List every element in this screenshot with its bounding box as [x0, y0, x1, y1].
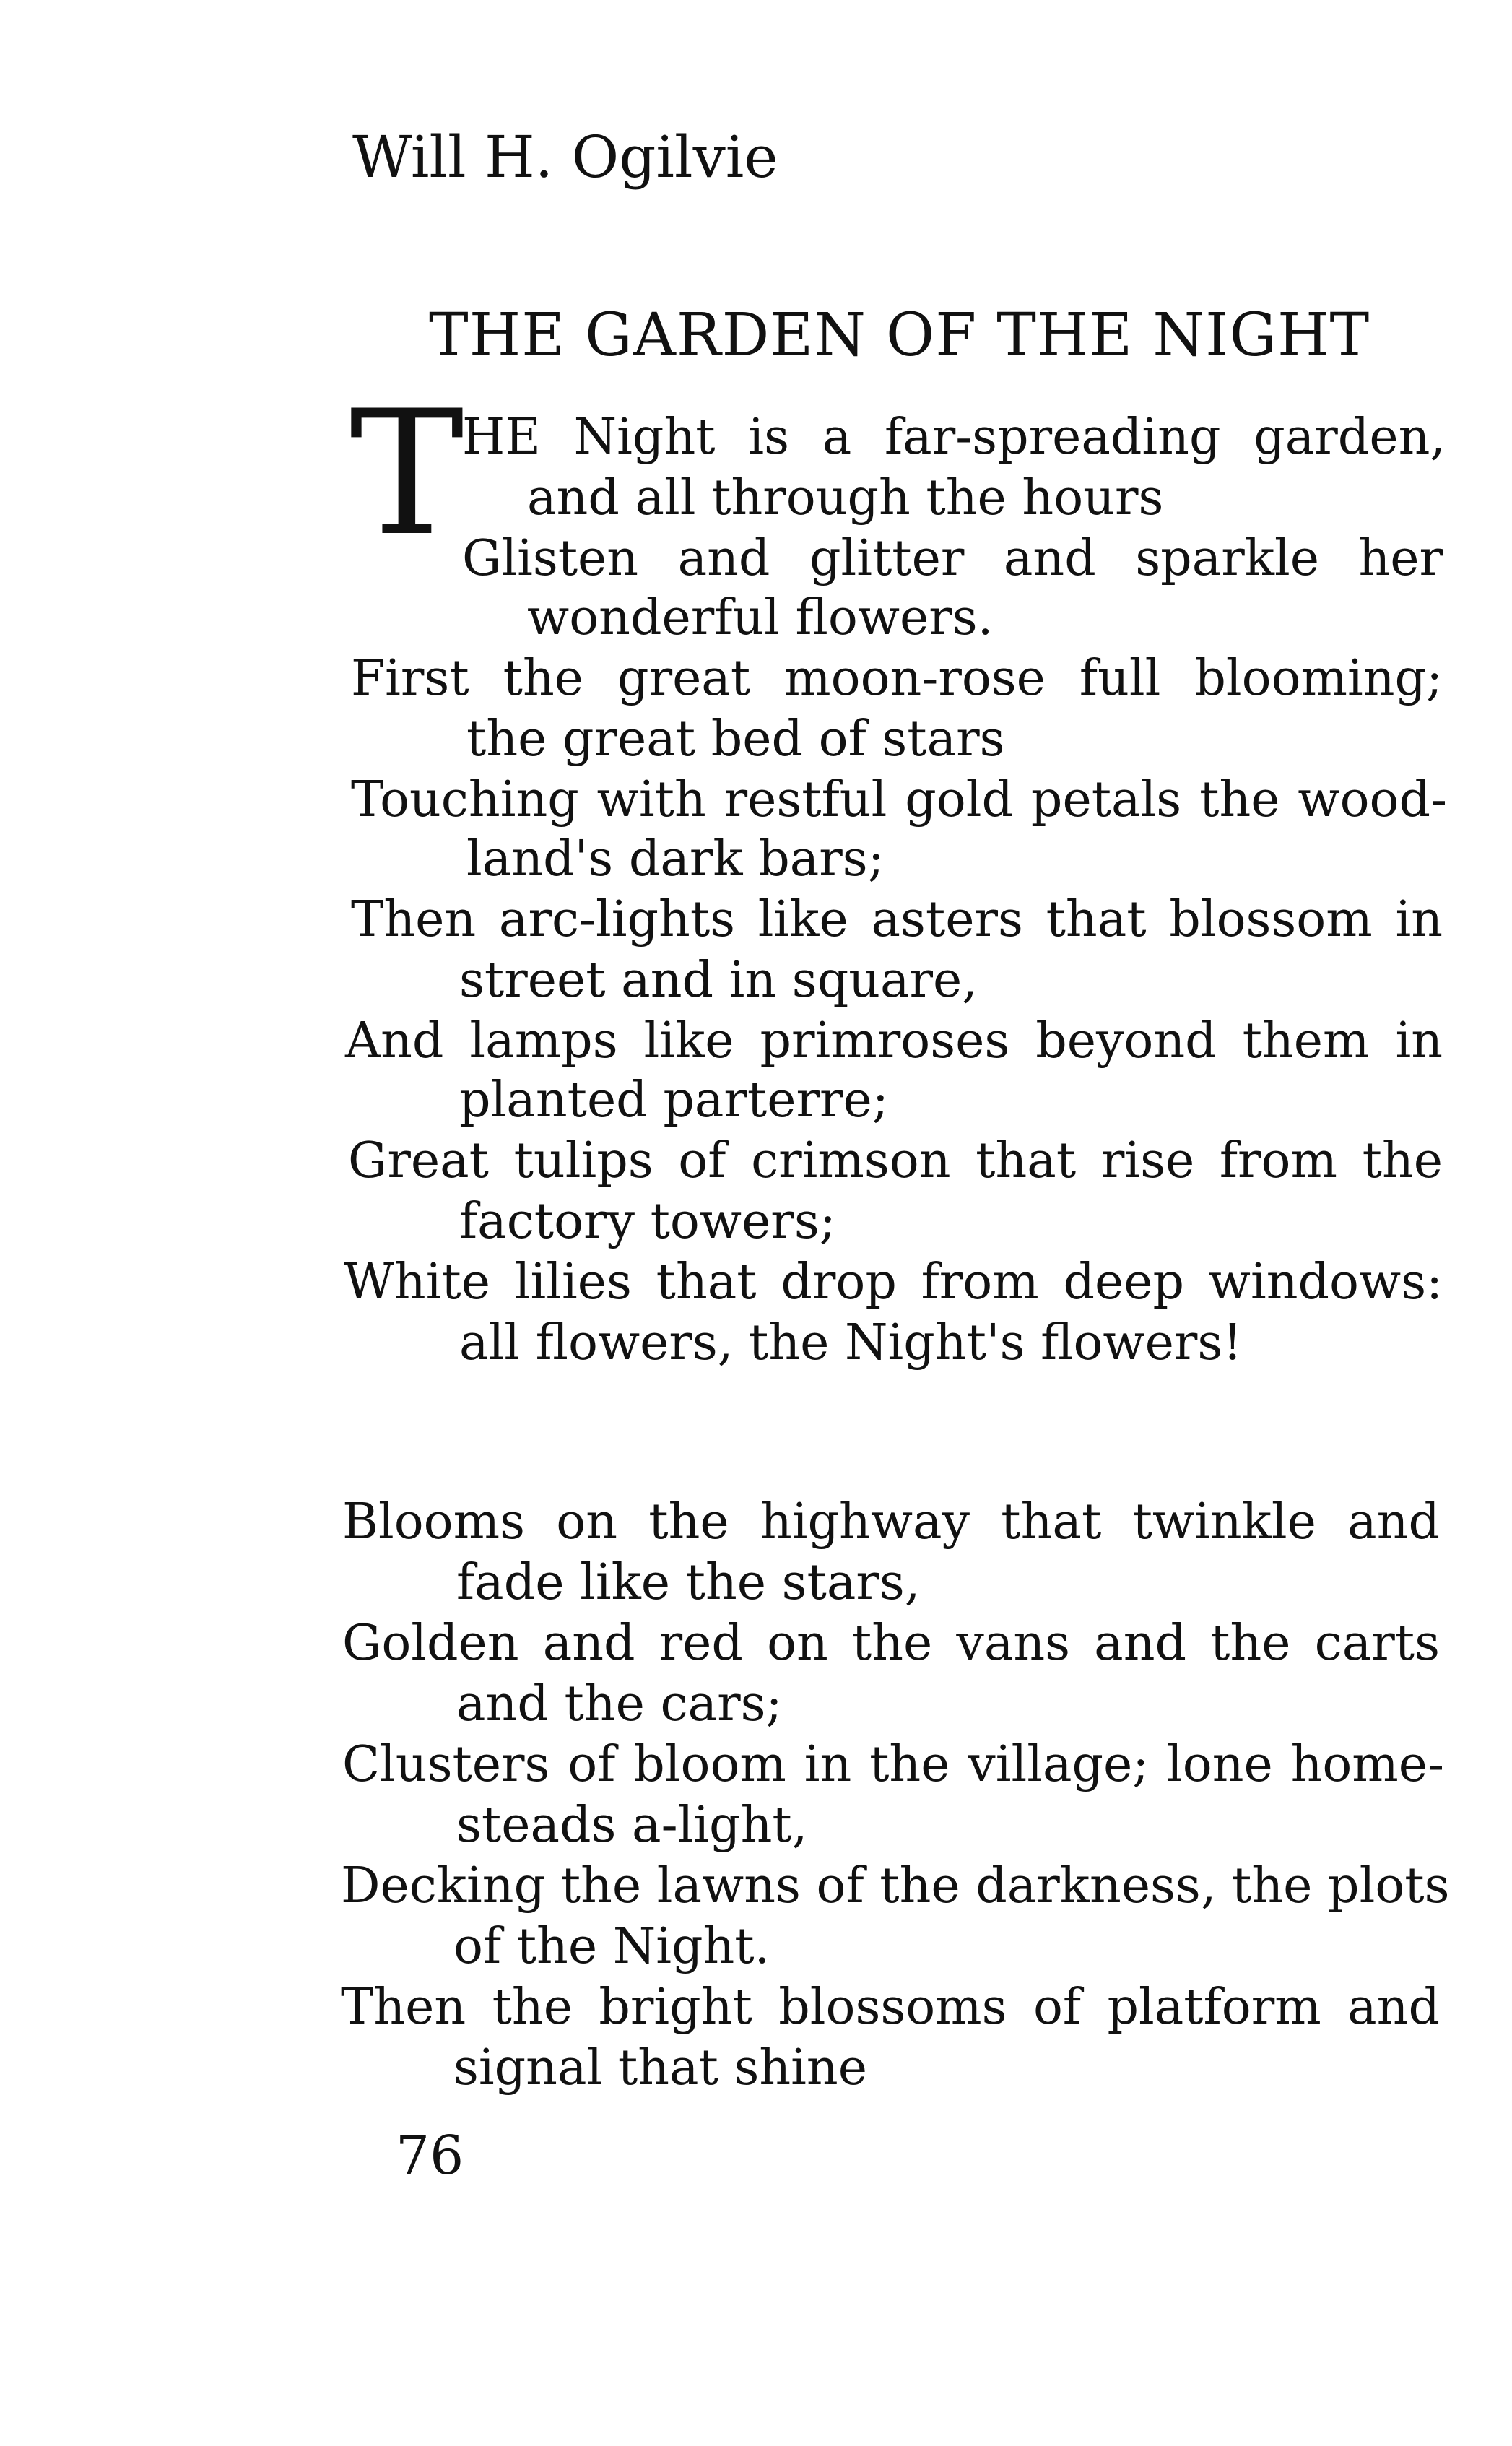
- author-header: Will H. Ogilvie: [352, 123, 778, 191]
- poem-line: HE Night is a far-spreading garden,: [462, 409, 1446, 466]
- poem-title: THE GARDEN OF THE NIGHT: [429, 301, 1370, 370]
- poem-line: street and in square,: [459, 952, 978, 1009]
- poem-line: Decking the lawns of the darkness, the plots: [341, 1857, 1450, 1914]
- poem-line: wonderful flowers.: [527, 589, 994, 646]
- poem-line: Clusters of bloom in the village; lone home-: [342, 1736, 1444, 1793]
- poem-line: of the Night.: [453, 1918, 770, 1975]
- poem-line: fade like the stars,: [456, 1554, 921, 1611]
- poem-line: signal that shine: [453, 2039, 867, 2096]
- poem-line: First the great moon-rose full blooming;: [351, 650, 1443, 707]
- poem-line: Touching with restful gold petals the wood-: [351, 771, 1447, 828]
- poem-line: all flowers, the Night's flowers!: [459, 1314, 1243, 1371]
- poem-line: factory towers;: [459, 1193, 836, 1250]
- poem-line: Glisten and glitter and sparkle her: [462, 530, 1443, 587]
- poem-line: and all through the hours: [527, 469, 1164, 526]
- poem-line: steads a-light,: [456, 1797, 808, 1854]
- poem-line: and the cars;: [456, 1675, 783, 1732]
- poem-line: White lilies that drop from deep windows:: [344, 1254, 1443, 1311]
- poem-line: Then the bright blossoms of platform and: [341, 1979, 1440, 2036]
- poem-line: Golden and red on the vans and the carts: [342, 1615, 1440, 1672]
- poem-line: And lamps like primroses beyond them in: [345, 1012, 1443, 1070]
- poem-line: land's dark bars;: [466, 830, 885, 888]
- poem-line: the great bed of stars: [466, 711, 1005, 768]
- drop-cap: T: [349, 374, 464, 574]
- page-number: 76: [396, 2125, 464, 2187]
- poem-line: Blooms on the highway that twinkle and: [342, 1493, 1440, 1551]
- poem-line: Great tulips of crimson that rise from the: [348, 1132, 1443, 1189]
- poem-line: Then arc-lights like asters that blossom in: [351, 891, 1443, 948]
- poem-line: planted parterre;: [459, 1072, 889, 1129]
